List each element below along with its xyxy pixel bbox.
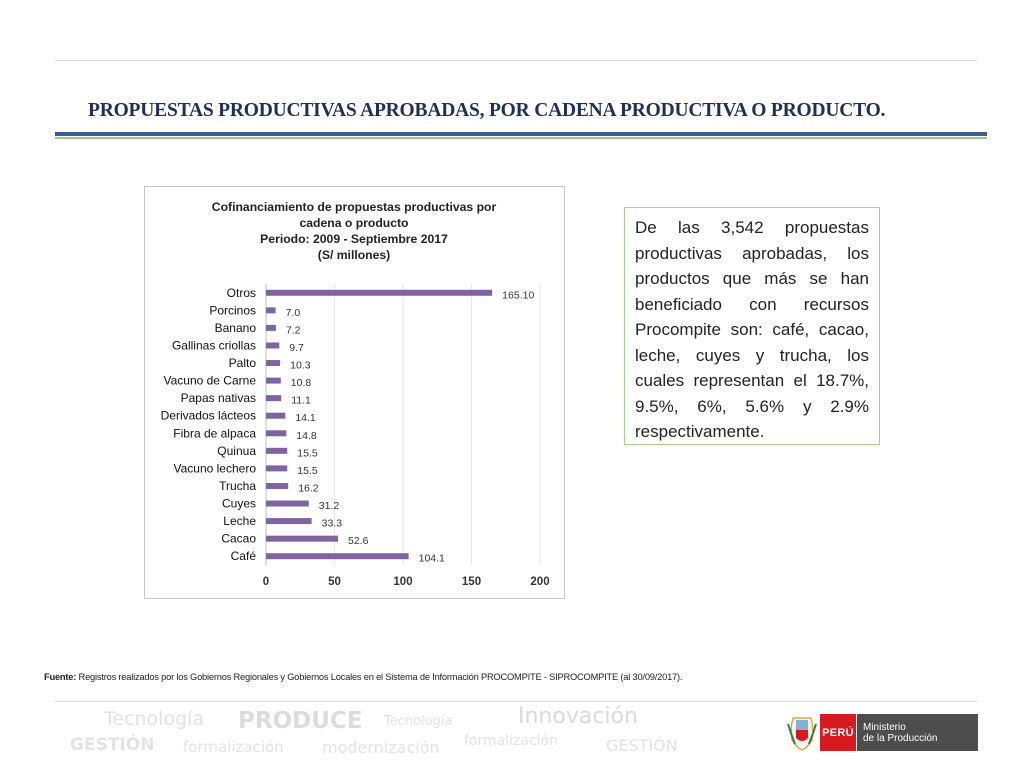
category-label: Derivados lácteos xyxy=(160,408,256,423)
bar xyxy=(266,395,281,401)
category-label: Trucha xyxy=(219,478,256,493)
summary-note xyxy=(624,207,880,445)
chart-title-line-4: (S/ millones) xyxy=(317,248,391,262)
chart-title-line-3: Periodo: 2009 - Septiembre 2017 xyxy=(260,232,448,246)
x-tick-label: 100 xyxy=(393,576,413,588)
category-label: Quinua xyxy=(217,443,256,458)
category-label: Papas nativas xyxy=(180,391,256,406)
data-label: 104.1 xyxy=(418,552,445,565)
logo-country: PERÚ xyxy=(820,714,856,751)
logo-ministry-line-1: Ministerio xyxy=(863,721,906,733)
watermark-word: Innovación xyxy=(518,704,638,729)
data-label: 165.10 xyxy=(502,289,535,302)
bar xyxy=(266,360,280,366)
data-label: 9.7 xyxy=(289,341,304,354)
x-tick-label: 50 xyxy=(328,576,341,588)
title-underline-blue xyxy=(55,132,987,136)
x-tick-label: 0 xyxy=(262,576,270,588)
bar xyxy=(266,342,279,348)
bar xyxy=(266,430,286,436)
bar xyxy=(266,290,492,296)
bar xyxy=(266,378,281,384)
category-label: Cacao xyxy=(221,531,256,546)
watermark-word: Tecnología xyxy=(104,708,205,730)
x-tick-label: 200 xyxy=(530,576,550,588)
coat-of-arms-icon xyxy=(787,714,817,751)
category-label: Otros xyxy=(226,285,256,300)
data-label: 15.5 xyxy=(297,464,318,477)
data-label: 10.8 xyxy=(290,377,312,390)
bar xyxy=(266,413,285,419)
watermark-word: GESTIÓN xyxy=(606,736,678,755)
category-label: Porcinos xyxy=(209,303,256,318)
category-label: Palto xyxy=(228,356,256,371)
category-label: Gallinas criollas xyxy=(171,338,256,353)
logo-ministry-line-2: de la Producción xyxy=(863,732,938,744)
data-label: 14.8 xyxy=(296,429,317,442)
category-label: Vacuno lechero xyxy=(173,461,256,476)
data-label: 14.1 xyxy=(295,412,316,425)
bar xyxy=(266,553,409,559)
data-label: 7.2 xyxy=(285,324,301,337)
category-label: Cuyes xyxy=(221,496,256,511)
bar xyxy=(266,465,287,471)
watermark-word: formalización xyxy=(464,733,558,749)
watermark-word: formalización xyxy=(183,738,284,756)
chart-title-line-2: cadena o producto xyxy=(299,216,409,230)
data-label: 33.3 xyxy=(321,517,343,530)
data-label: 7.0 xyxy=(285,306,301,319)
watermark-word: modernización xyxy=(322,738,440,757)
slide-title: PROPUESTAS PRODUCTIVAS APROBADAS, POR CADENA PRODUCTIVA O PRODUCTO. xyxy=(88,100,886,121)
category-label: Banano xyxy=(214,320,256,335)
top-divider xyxy=(55,60,977,61)
category-label: Vacuno de Carne xyxy=(163,373,256,388)
chart-title-line-1: Cofinanciamiento de propuestas productivas por xyxy=(211,200,497,214)
source-note xyxy=(44,672,984,682)
title-underline-green xyxy=(55,137,987,139)
data-label: 15.5 xyxy=(297,447,318,460)
source-label: Fuente: xyxy=(44,672,77,682)
bar xyxy=(266,483,288,489)
watermark-word: PRODUCE xyxy=(238,708,363,734)
bar xyxy=(266,501,309,507)
x-tick-label: 150 xyxy=(461,576,482,588)
category-label: Café xyxy=(230,549,256,564)
bar xyxy=(266,307,276,313)
bar xyxy=(266,448,287,454)
data-label: 52.6 xyxy=(348,535,369,548)
source-text: Registros realizados por los Gobiernos Regionales y Gobiernos Locales en el Sistema de Información PROCOMPITE - SIPROCOMPITE (al 30/09/2017). xyxy=(76,672,683,682)
data-label: 11.1 xyxy=(291,394,311,407)
bar xyxy=(266,518,312,524)
data-label: 31.2 xyxy=(318,500,340,513)
logo-ministry xyxy=(857,714,978,751)
watermark-word: GESTIÓN xyxy=(70,735,155,755)
bottom-divider xyxy=(55,701,977,702)
data-label: 16.2 xyxy=(298,482,319,495)
data-label: 10.3 xyxy=(290,359,311,372)
bar-chart xyxy=(145,187,564,598)
category-label: Leche xyxy=(223,514,256,529)
category-label: Fibra de alpaca xyxy=(173,426,256,441)
bar xyxy=(266,536,338,542)
chart-panel xyxy=(144,186,565,599)
bar xyxy=(266,325,276,331)
ministry-logo xyxy=(787,714,978,751)
watermark-word: Tecnología xyxy=(384,714,453,729)
summary-note-text: De las 3,542 propuestas productivas aprobadas, los productos que más se han beneficiado con recursos Procompite son: café, cacao, leche, cuyes y trucha, los cuales representan el 18.7%, 9.5%, 6%, 5.6% y 2.9% respectivamente. xyxy=(635,218,869,441)
